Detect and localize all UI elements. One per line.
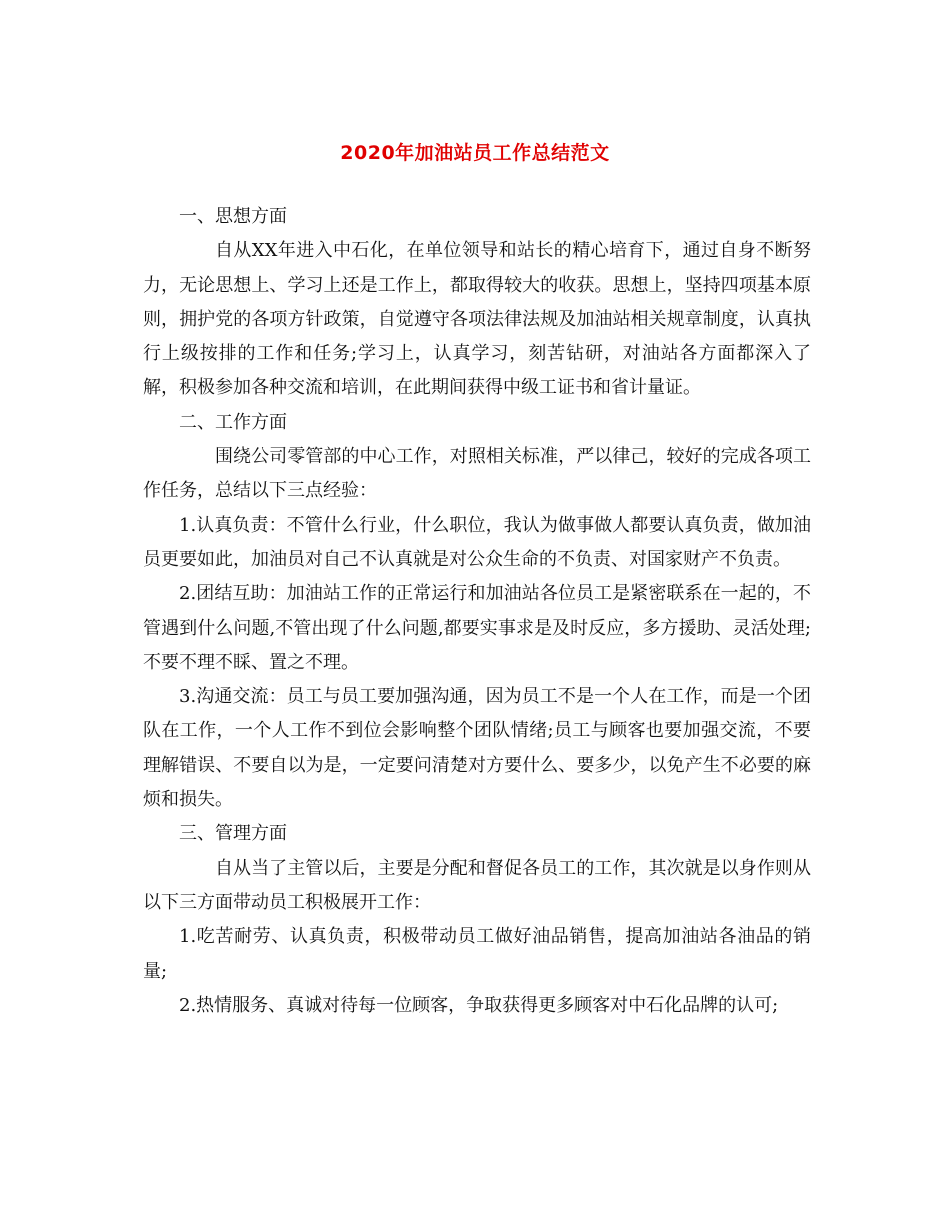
section-heading-management: 三、管理方面: [179, 823, 287, 845]
list-item-hardwork: 1.吃苦耐劳、认真负责，积极带动员工做好油品销售，提高加油站各油品的销量;: [143, 926, 811, 982]
document-title: 2020年加油站员工作总结范文: [340, 142, 610, 164]
list-item-communication: 3.沟通交流：员工与员工要加强沟通，因为员工不是一个人在工作，而是一个团队在工作，一个人工作不到位会影响整个团队情绪;员工与顾客也要加强交流，不要理解错误、不要自以为是，一定要问清楚对方要什么、要多少，以免产生不必要的麻烦和损失。: [143, 686, 811, 811]
section-heading-thought: 一、思想方面: [179, 206, 287, 227]
paragraph-thought: 自从XX年进入中石化，在单位领导和站长的精心培育下，通过自身不断努力，无论思想上、学习上还是工作上，都取得较大的收获。思想上，坚持四项基本原则，拥护党的各项方针政策，自觉遵守各项法律法规及加油站相关规章制度，认真执行上级按排的工作和任务;学习上，认真学习，刻苦钻研，对油站各方面都深入了解，积极参加各种交流和培训，在此期间获得中级工证书和省计量证。: [143, 240, 811, 399]
document-body: [143, 200, 811, 1023]
section-heading-work: 二、工作方面: [179, 411, 287, 433]
paragraph-work-intro: 围绕公司零管部的中心工作，对照相关标准，严以律己，较好的完成各项工作任务，总结以下三点经验：: [143, 446, 811, 502]
paragraph-management-intro: 自从当了主管以后，主要是分配和督促各员工的工作，其次就是以身作则从以下三方面带动员工积极展开工作：: [143, 857, 811, 913]
list-item-teamwork: 2.团结互助：加油站工作的正常运行和加油站各位员工是紧密联系在一起的，不管遇到什么问题,不管出现了什么问题,都要实事求是及时反应，多方援助、灵活处理;不要不理不睬、置之不理。: [143, 583, 811, 673]
list-item-responsible: 1.认真负责：不管什么行业，什么职位，我认为做事做人都要认真负责，做加油员更要如此，加油员对自己不认真就是对公众生命的不负责、对国家财产不负责。: [143, 514, 811, 570]
list-item-service: 2.热情服务、真诚对待每一位顾客，争取获得更多顾客对中石化品牌的认可;: [179, 994, 779, 1016]
